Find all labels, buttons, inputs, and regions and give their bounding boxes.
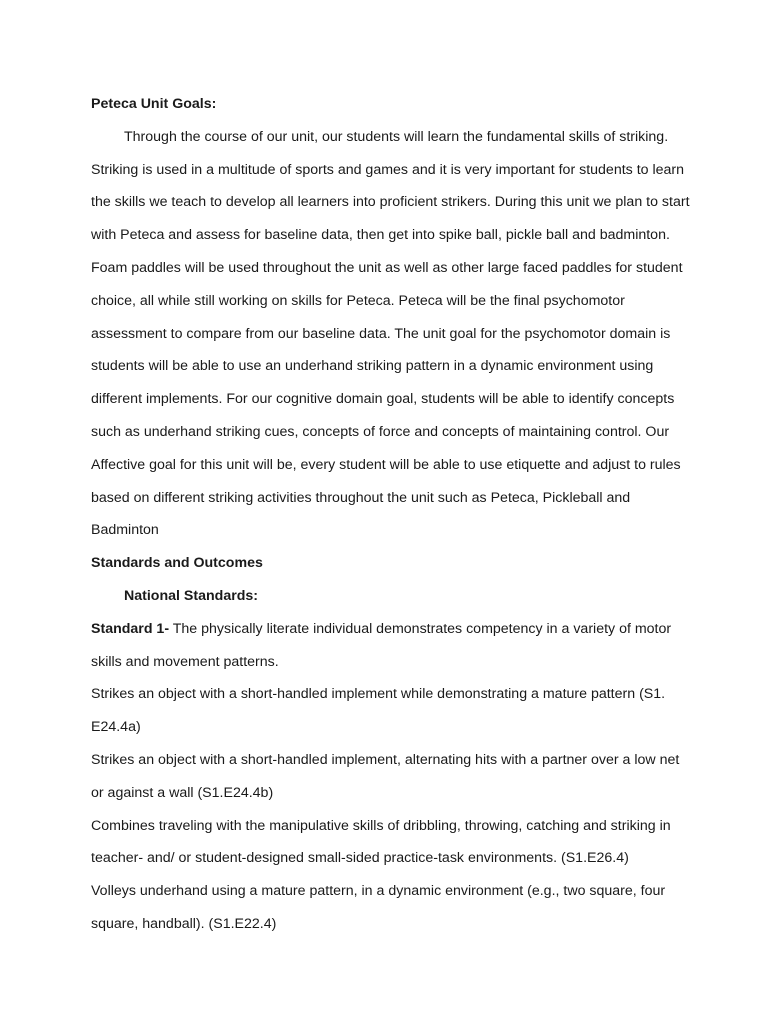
heading-standards-outcomes: Standards and Outcomes xyxy=(91,555,263,572)
outcome-line: or against a wall (S1.E24.4b) xyxy=(91,784,274,801)
goals-paragraph xyxy=(91,121,691,547)
goals-line: students will be able to use an underhand striking pattern in a dynamic environment using xyxy=(91,358,654,375)
standard-1-text-cont: skills and movement patterns. xyxy=(91,653,279,670)
outcome-line: square, handball). (S1.E22.4) xyxy=(91,915,277,932)
goals-line: Affective goal for this unit will be, every student will be able to use etiquette and adjust to rules xyxy=(91,456,681,473)
outcome-line: Strikes an object with a short-handled implement while demonstrating a mature pattern (S1. xyxy=(91,686,666,703)
goals-line: assessment to compare from our baseline data. The unit goal for the psychomotor domain is xyxy=(91,325,671,342)
outcome-line: Strikes an object with a short-handled implement, alternating hits with a partner over a low net xyxy=(91,751,680,768)
goals-line: with Peteca and assess for baseline data, then get into spike ball, pickle ball and badminton. xyxy=(91,227,670,244)
document-body xyxy=(91,88,691,941)
outcomes-list xyxy=(91,678,691,940)
goals-line: based on different striking activities throughout the unit such as Peteca, Pickleball and xyxy=(91,489,631,506)
goals-line: different implements. For our cognitive domain goal, students will be able to identify concepts xyxy=(91,391,675,408)
goals-line: Foam paddles will be used throughout the unit as well as other large faced paddles for student xyxy=(91,259,683,276)
goals-line: choice, all while still working on skills for Peteca. Peteca will be the final psychomotor xyxy=(91,292,625,309)
goals-line: Through the course of our unit, our students will learn the fundamental skills of striking. xyxy=(124,128,669,145)
goals-line: Striking is used in a multitude of sports and games and it is very important for students to learn xyxy=(91,161,685,178)
heading-unit-goals: Peteca Unit Goals: xyxy=(91,96,217,112)
goals-line: such as underhand striking cues, concepts of force and concepts of maintaining control. Our xyxy=(91,423,670,440)
goals-line: Badminton xyxy=(91,522,159,539)
outcome-line: Combines traveling with the manipulative skills of dribbling, throwing, catching and striking in xyxy=(91,817,671,834)
outcome-line: E24.4a) xyxy=(91,719,141,736)
outcome-line: Volleys underhand using a mature pattern, in a dynamic environment (e.g., two square, four xyxy=(91,883,666,900)
standard-1-text: The physically literate individual demonstrates competency in a variety of motor xyxy=(169,620,672,637)
goals-line: the skills we teach to develop all learners into proficient strikers. During this unit we plan to start xyxy=(91,194,690,211)
outcome-line: teacher- and/ or student-designed small-sided practice-task environments. (S1.E26.4) xyxy=(91,850,629,867)
heading-national-standards: National Standards: xyxy=(124,587,259,604)
standard-1 xyxy=(91,613,691,646)
standard-1-label: Standard 1- xyxy=(91,620,170,637)
